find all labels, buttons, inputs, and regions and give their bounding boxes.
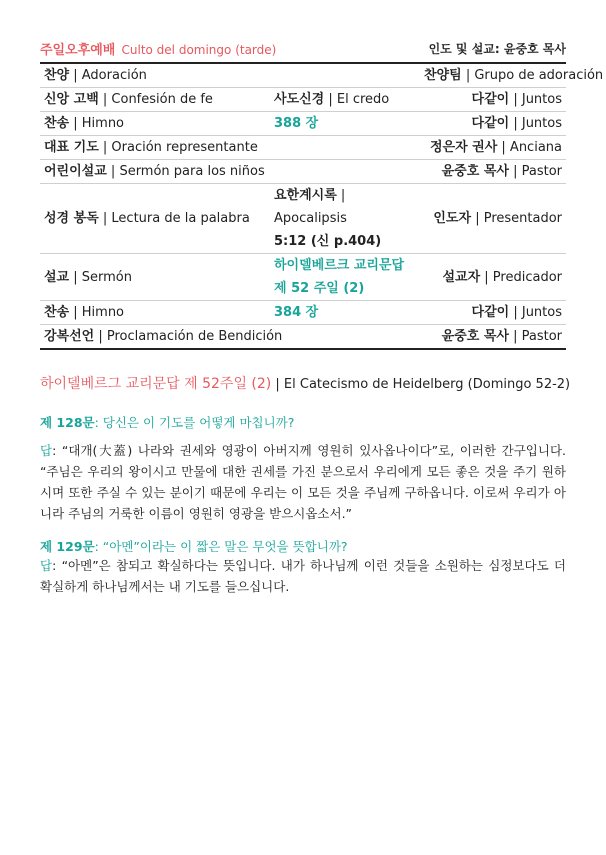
answer-128 [40, 440, 566, 524]
service-title-spanish: Culto del domingo (tarde) [121, 42, 277, 57]
order-detail [270, 88, 420, 112]
person-korean: 다같이 [471, 92, 510, 107]
table-row [40, 112, 566, 136]
order-of-service-table [40, 62, 604, 350]
question-number: 제 128문 [40, 415, 95, 430]
order-item [40, 325, 283, 350]
order-item [40, 184, 270, 254]
person-spanish: | Presentador [471, 211, 562, 226]
hymn-number: 388 장 [274, 116, 319, 131]
order-item [40, 88, 270, 112]
table-row [40, 254, 566, 301]
order-detail [270, 301, 420, 325]
person-spanish: | Juntos [509, 116, 562, 131]
person-korean: 다같이 [471, 116, 510, 131]
order-detail [270, 112, 420, 136]
item-korean: 성경 봉독 [44, 211, 99, 226]
table-row [40, 136, 566, 160]
person-korean: 윤중호 목사 [441, 329, 509, 344]
person-spanish: | Grupo de adoración [461, 68, 604, 83]
person-korean: 찬양팀 [424, 68, 462, 83]
question-128 [40, 413, 566, 431]
answer-label: 답 [40, 558, 53, 573]
service-title-korean: 주일오후예배 [40, 42, 116, 58]
item-korean: 설교 [44, 269, 70, 285]
order-person [420, 184, 566, 254]
person-korean: 인도자 [433, 211, 472, 226]
order-detail [270, 160, 420, 184]
question-129 [40, 537, 566, 555]
person-spanish: | Pastor [508, 329, 562, 344]
sermon-subtitle: 제 52 주일 (2) [274, 281, 365, 296]
order-detail [270, 136, 420, 160]
item-spanish: | Proclamación de Bendición [94, 329, 283, 344]
table-row [40, 325, 566, 350]
catechism-title-korean: 하이델베르그 교리문답 제 52주일 (2) [40, 376, 272, 392]
order-item [40, 160, 270, 184]
item-korean: 어린이설교 [44, 164, 107, 179]
order-person [420, 301, 566, 325]
order-detail [270, 325, 420, 350]
person-spanish: | Predicador [480, 269, 562, 285]
order-item [40, 254, 270, 301]
catechism-title-spanish: | El Catecismo de Heidelberg (Domingo 52-2) [271, 377, 571, 392]
item-spanish: | Adoración [69, 68, 147, 83]
order-person [420, 112, 566, 136]
item-spanish: | Sermón para los niños [106, 164, 265, 179]
item-spanish: | Lectura de la palabra [98, 211, 250, 226]
item-korean: 찬송 [44, 116, 70, 131]
person-spanish: | Anciana [497, 140, 562, 155]
order-item [40, 63, 270, 88]
order-item [40, 112, 270, 136]
order-detail [270, 184, 420, 254]
order-person [420, 88, 566, 112]
item-spanish: | Himno [69, 305, 125, 320]
person-korean: 다같이 [471, 305, 510, 320]
sermon-title: 하이델베르크 교리문답 [274, 258, 405, 273]
question-text: : 당신은 이 기도를 어떻게 마칩니까? [94, 415, 295, 430]
order-person [420, 254, 566, 301]
order-person [420, 136, 566, 160]
item-spanish: | Confesión de fe [98, 92, 213, 107]
item-korean: 찬송 [44, 305, 70, 320]
scripture-book-korean: 요한계시록 [274, 188, 337, 203]
hymn-number: 384 장 [274, 305, 319, 320]
answer-129 [40, 555, 566, 597]
answer-text: : “아멘”은 참되고 확실하다는 뜻입니다. 내가 하나님께 이런 것들을 소원하는 심정보다도 더 확실하게 하나님께서는 내 기도를 들으십니다. [40, 558, 566, 594]
person-spanish: | Pastor [508, 164, 562, 179]
person-korean: 윤중호 목사 [441, 164, 509, 179]
table-row [40, 88, 566, 112]
detail-spanish: | El credo [324, 92, 390, 107]
item-korean: 대표 기도 [44, 140, 99, 155]
order-detail [270, 254, 420, 301]
service-leader: 인도 및 설교: 윤중호 목사 [428, 41, 566, 56]
service-header [40, 36, 566, 60]
service-title [40, 39, 276, 58]
order-item [40, 301, 270, 325]
scripture-reference: 5:12 (신 p.404) [274, 234, 382, 249]
item-korean: 강복선언 [44, 329, 95, 344]
person-spanish: | Juntos [509, 92, 562, 107]
table-row [40, 63, 566, 88]
item-korean: 찬양 [44, 68, 70, 83]
table-row [40, 184, 566, 254]
question-number: 제 129문 [40, 539, 95, 554]
scripture-book-spanish: Apocalipsis [274, 211, 347, 226]
catechism-title [40, 373, 571, 393]
order-person [420, 63, 604, 88]
table-row [40, 301, 566, 325]
person-korean: 정은자 권사 [429, 140, 498, 155]
order-person [420, 160, 566, 184]
answer-text: : “대개(大蓋) 나라와 권세와 영광이 아버지께 영원히 있사옵나이다”로, 이러한 간구입니다. “주님은 우리의 왕이시고 만물에 대한 권세를 가진 분으로서 우리에게 모든 좋은 것을 주기 원하시며 또한 주실 수 있는 분이기 때문에 우리는 이 모든 것을 주님께 구하옵니다. 이로써 우리가 아니라 주님의 거룩한 이름이 영원히 영광을 받으시옵소서.” [40, 443, 566, 521]
order-person [420, 325, 566, 350]
item-spanish: | Himno [69, 116, 125, 131]
item-spanish: | Oración representante [98, 140, 258, 155]
table-row [40, 160, 566, 184]
detail-korean: 사도신경 [274, 92, 325, 107]
order-item [40, 136, 270, 160]
order-detail [270, 63, 420, 88]
person-korean: 설교자 [442, 269, 481, 285]
item-korean: 신앙 고백 [44, 92, 99, 107]
question-text: : “아멘”이라는 이 짧은 말은 무엇을 뜻합니까? [94, 539, 348, 554]
scripture-separator: | [336, 188, 346, 203]
item-spanish: | Sermón [69, 269, 132, 285]
person-spanish: | Juntos [509, 305, 562, 320]
answer-label: 답 [40, 443, 53, 458]
